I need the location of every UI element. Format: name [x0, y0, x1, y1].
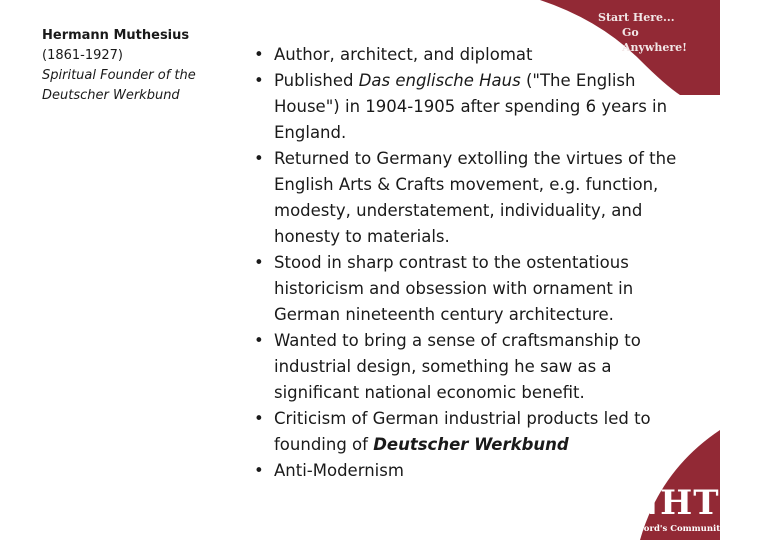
bullet-text: Returned to Germany extolling the virtues of the English Arts & Crafts movement, e.g. function, modesty, understatement, individuality, and honesty to materials.: [274, 149, 677, 246]
bullet-text: Wanted to bring a sense of craftsmanship to industrial design, something he saw as a significant national economic benefit.: [274, 331, 641, 402]
bullet-text: Criticism of German industrial products led to founding of: [274, 409, 651, 454]
brand-tagline-line1: Start Here...: [598, 11, 675, 24]
bullet-text: Published: [274, 71, 359, 90]
bullet-item: [252, 146, 692, 250]
nhti-logo-tagline: Concord's Community College: [620, 524, 764, 534]
bullet-text: Anti-Modernism: [274, 461, 404, 480]
brand-tagline-line2: Go Anywhere!: [622, 26, 688, 54]
bullet-item: [252, 458, 692, 484]
bullet-text: Author, architect, and diplomat: [274, 45, 533, 64]
bullet-text: Stood in sharp contrast to the ostentatious historicism and obsession with ornament in German nineteenth century architecture.: [274, 253, 634, 324]
caption-name: Hermann Muthesius: [42, 28, 190, 43]
caption-role-line2: Deutscher Werkbund: [42, 88, 180, 103]
bullet-list: [252, 42, 692, 484]
bullet-text: Das englische Haus: [358, 71, 521, 90]
bullet-text: ("The English House") in 1904-1905 after spending 6 years in England.: [274, 71, 668, 142]
caption-years: (1861-1927): [42, 48, 124, 63]
caption-role-line1: Spiritual Founder of the: [42, 68, 196, 83]
nhti-logo-text: NHTI: [628, 483, 737, 523]
portrait-caption: [42, 26, 232, 106]
nhti-logo: [600, 480, 764, 540]
bullet-text: Deutscher Werkbund: [373, 435, 569, 454]
bullet-item: [252, 68, 692, 146]
bullet-item: [252, 42, 692, 68]
bullet-item: [252, 406, 692, 458]
bullet-item: [252, 250, 692, 328]
bullet-item: [252, 328, 692, 406]
